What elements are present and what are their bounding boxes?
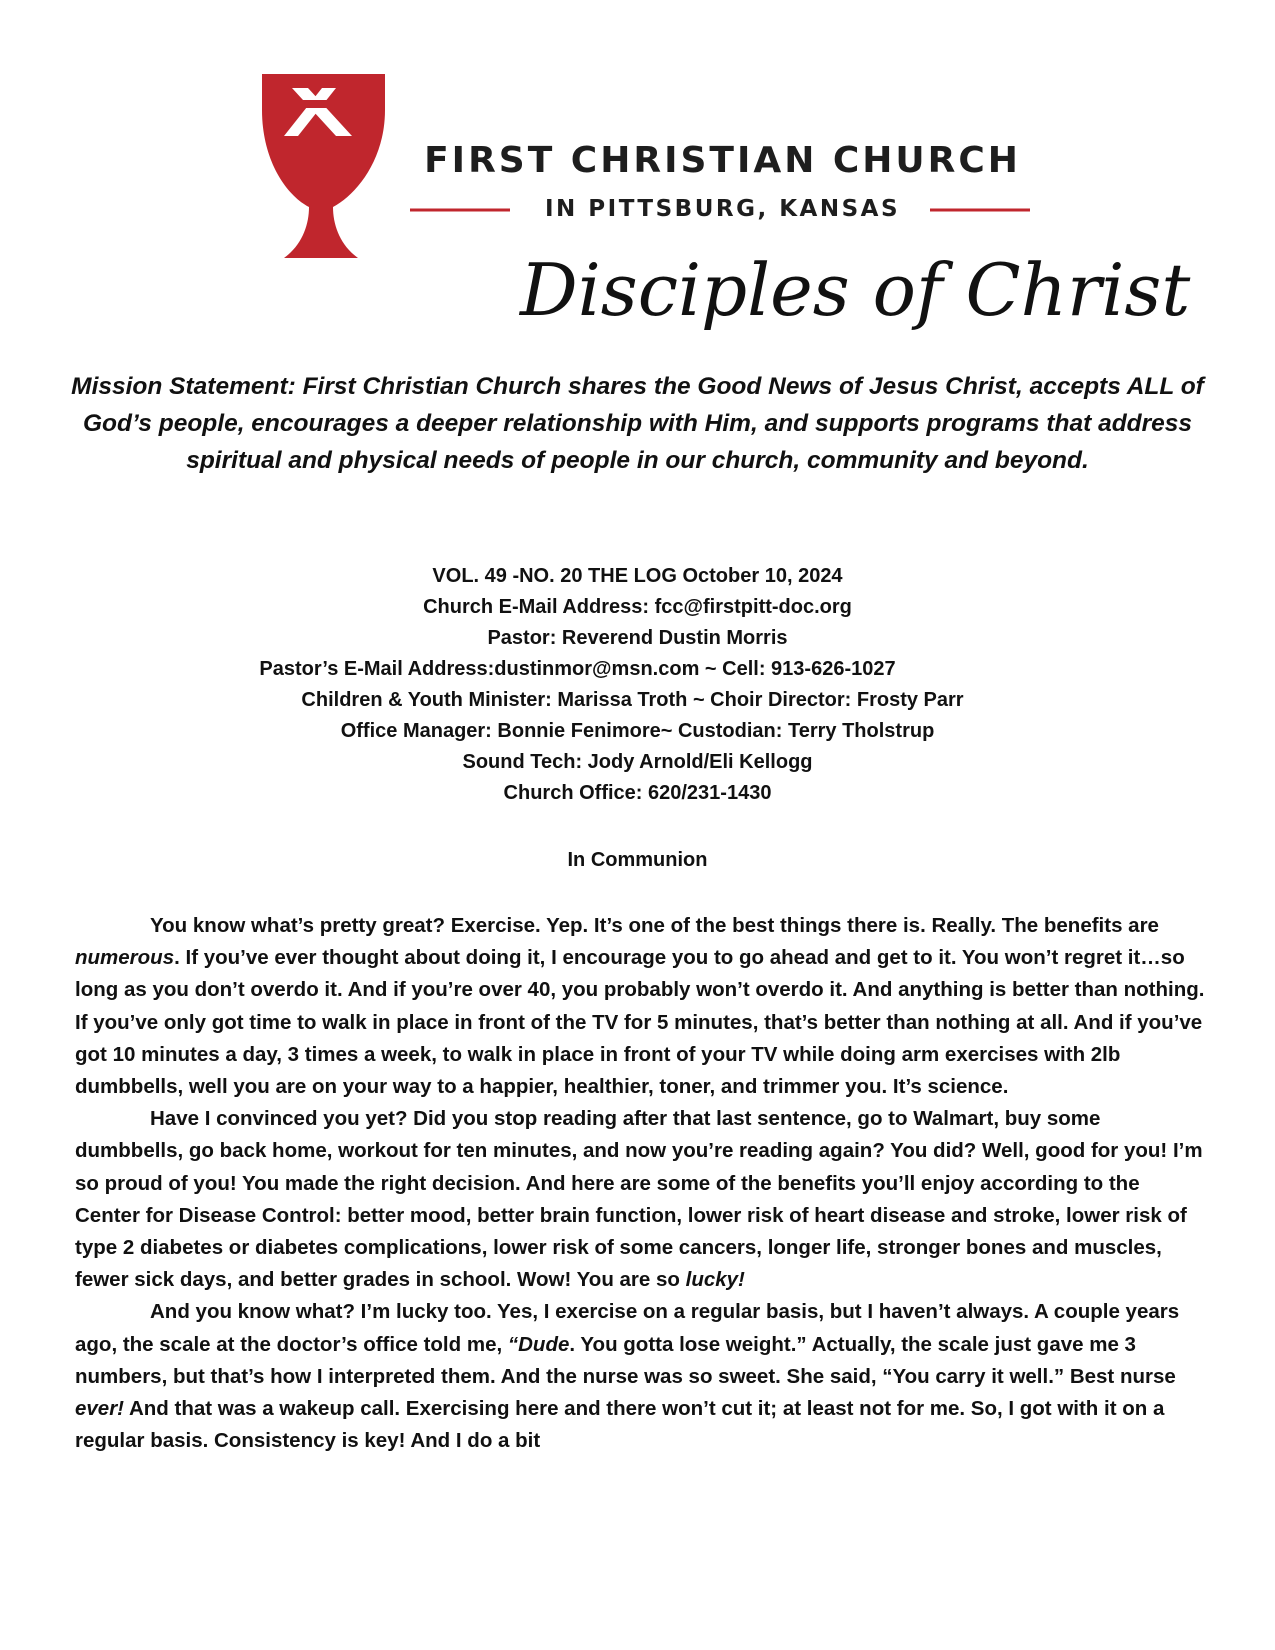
office-staff-line: Office Manager: Bonnie Fenimore~ Custodian: Terry Tholstrup xyxy=(340,720,935,742)
church-location: IN PITTSBURG, KANSAS xyxy=(544,196,901,222)
ministers-line: Children & Youth Minister: Marissa Troth ~ Choir Director: Frosty Parr xyxy=(301,689,964,711)
church-name: FIRST CHRISTIAN CHURCH xyxy=(424,140,1021,181)
pastor-email-line: Pastor’s E-Mail Address:dustinmor@msn.com ~ Cell: 913-626-1027 xyxy=(259,658,896,680)
article-title: In Communion xyxy=(567,849,708,871)
pastor-line: Pastor: Reverend Dustin Morris xyxy=(487,627,788,649)
article-paragraph: Have I convinced you yet? Did you stop reading after that last sentence, go to Walmart, buy some dumbbells, go back home, workout for ten minutes, and now you’re reading again? You did? Well, good for you! I’m so proud of you! You made the right decision. And here are some of the benefits you’ll enjoy according to the Center for Disease Control: better mood, better brain function, lower risk of heart disease and stroke, lower risk of type 2 diabetes or diabetes complications, lower risk of some cancers, longer life, stronger bones and muscles, fewer sick days, and better grades in school. Wow! You are so lucky! xyxy=(75,1107,1203,1292)
church-logo-header xyxy=(0,0,1275,350)
mission-statement: Mission Statement: First Christian Church shares the Good News of Jesus Christ, accepts ALL of God’s people, encourages a deeper relationship with Him, and supports programs that address spiritual and physical needs of people in our church, community and beyond. xyxy=(71,373,1204,474)
church-email-line: Church E-Mail Address: fcc@firstpitt-doc.org xyxy=(423,596,852,618)
sound-tech-line: Sound Tech: Jody Arnold/Eli Kellogg xyxy=(462,751,813,773)
article-paragraph: You know what’s pretty great? Exercise. Yep. It’s one of the best things there is. Really. The benefits are numerous. If you’ve ever thought about doing it, I encourage you to go ahead and get to it. You won’t regret it…so long as you don’t overdo it. And if you’re over 40, you probably won’t overdo it. And anything is better than nothing. If you’ve only got time to walk in place in front of the TV for 5 minutes, that’s better than nothing at all. And if you’ve got 10 minutes a day, 3 times a week, to walk in place in front of your TV while doing arm exercises with 2lb dumbbells, well you are on your way to a happier, healthier, toner, and trimmer you. It’s science. xyxy=(75,914,1205,1099)
article-paragraph: And you know what? I’m lucky too. Yes, I exercise on a regular basis, but I haven’t always. A couple years ago, the scale at the doctor’s office told me, “Dude. You gotta lose weight.” Actually, the scale just gave me 3 numbers, but that’s how I interpreted them. And the nurse was so sweet. She said, “You carry it well.” Best nurse ever! And that was a wakeup call. Exercising here and there won’t cut it; at least not for me. So, I got with it on a regular basis. Consistency is key! And I do a bit xyxy=(75,1300,1180,1453)
church-office-phone-line: Church Office: 620/231-1430 xyxy=(503,782,772,804)
article-body xyxy=(75,910,1205,1457)
volume-line: VOL. 49 -NO. 20 THE LOG October 10, 2024 xyxy=(432,565,843,587)
script-tagline: Disciples of Christ xyxy=(520,248,1191,332)
